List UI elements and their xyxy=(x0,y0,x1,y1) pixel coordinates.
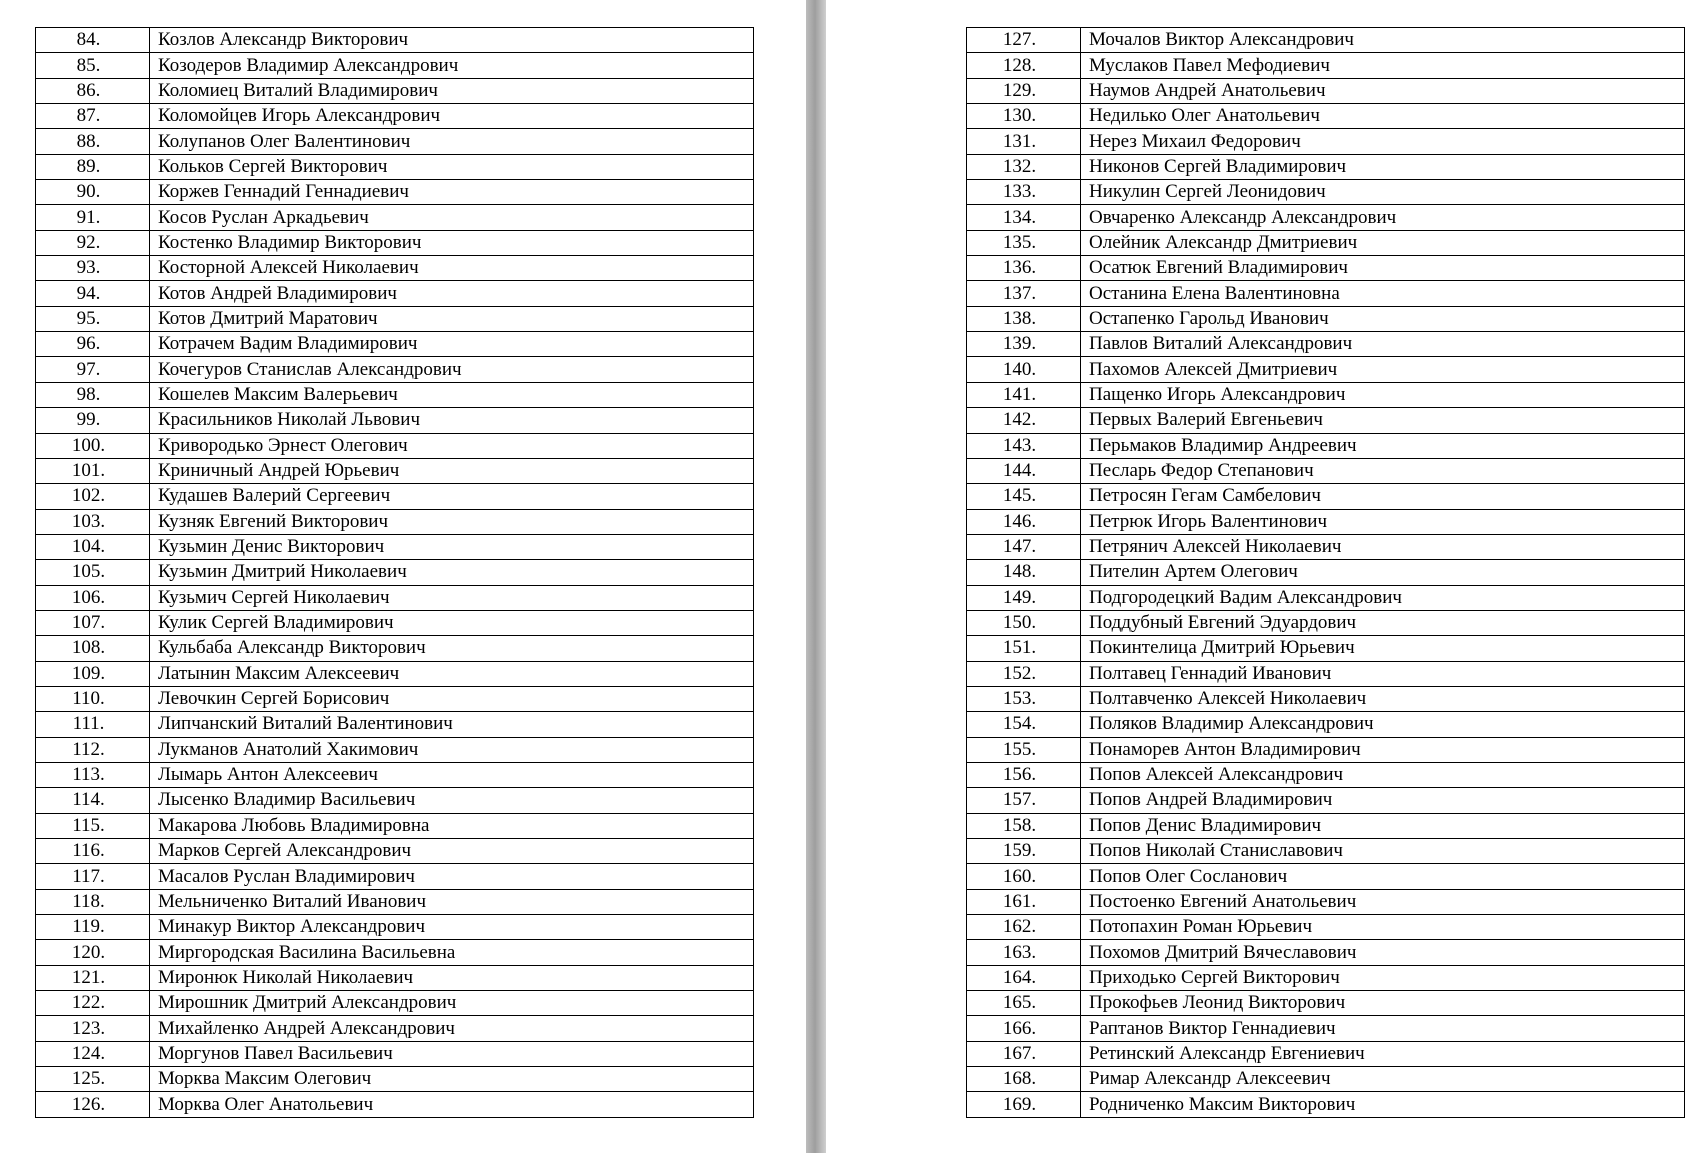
person-name: Кузьмич Сергей Николаевич xyxy=(150,585,754,610)
table-row xyxy=(967,940,1685,965)
row-number: 95. xyxy=(36,306,150,331)
row-number: 101. xyxy=(36,458,150,483)
table-row xyxy=(36,560,754,585)
person-name: Кудашев Валерий Сергеевич xyxy=(150,484,754,509)
table-row xyxy=(36,458,754,483)
table-row xyxy=(36,154,754,179)
name-list-table xyxy=(35,27,754,1118)
row-number: 160. xyxy=(967,864,1081,889)
person-name: Колупанов Олег Валентинович xyxy=(150,129,754,154)
person-name: Мочалов Виктор Александрович xyxy=(1081,28,1685,53)
person-name: Попов Олег Сосланович xyxy=(1081,864,1685,889)
table-row xyxy=(967,839,1685,864)
table-row xyxy=(967,256,1685,281)
row-number: 91. xyxy=(36,205,150,230)
row-number: 121. xyxy=(36,965,150,990)
person-name: Мельниченко Виталий Иванович xyxy=(150,889,754,914)
person-name: Осатюк Евгений Владимирович xyxy=(1081,256,1685,281)
person-name: Первых Валерий Евгеньевич xyxy=(1081,408,1685,433)
table-row xyxy=(36,1092,754,1117)
row-number: 144. xyxy=(967,458,1081,483)
name-list-body xyxy=(36,28,754,1118)
name-list-table xyxy=(966,27,1685,1118)
table-row xyxy=(36,78,754,103)
person-name: Песларь Федор Степанович xyxy=(1081,458,1685,483)
person-name: Морква Олег Анатольевич xyxy=(150,1092,754,1117)
person-name: Костенко Владимир Викторович xyxy=(150,230,754,255)
row-number: 131. xyxy=(967,129,1081,154)
row-number: 148. xyxy=(967,560,1081,585)
person-name: Раптанов Виктор Геннадиевич xyxy=(1081,1016,1685,1041)
person-name: Приходько Сергей Викторович xyxy=(1081,965,1685,990)
row-number: 159. xyxy=(967,839,1081,864)
table-row xyxy=(967,509,1685,534)
row-number: 102. xyxy=(36,484,150,509)
row-number: 115. xyxy=(36,813,150,838)
table-row xyxy=(36,408,754,433)
person-name: Левочкин Сергей Борисович xyxy=(150,686,754,711)
table-row xyxy=(36,965,754,990)
table-row xyxy=(36,889,754,914)
table-row xyxy=(36,991,754,1016)
row-number: 114. xyxy=(36,788,150,813)
person-name: Родниченко Максим Викторович xyxy=(1081,1092,1685,1117)
row-number: 109. xyxy=(36,661,150,686)
row-number: 92. xyxy=(36,230,150,255)
person-name: Морква Максим Олегович xyxy=(150,1067,754,1092)
row-number: 141. xyxy=(967,382,1081,407)
row-number: 130. xyxy=(967,104,1081,129)
person-name: Понаморев Антон Владимирович xyxy=(1081,737,1685,762)
table-row xyxy=(36,382,754,407)
person-name: Олейник Александр Дмитриевич xyxy=(1081,230,1685,255)
person-name: Римар Александр Алексеевич xyxy=(1081,1067,1685,1092)
table-row xyxy=(967,205,1685,230)
person-name: Прокофьев Леонид Викторович xyxy=(1081,991,1685,1016)
person-name: Минакур Виктор Александрович xyxy=(150,915,754,940)
table-row xyxy=(36,788,754,813)
person-name: Коржев Геннадий Геннадиевич xyxy=(150,180,754,205)
person-name: Козлов Александр Викторович xyxy=(150,28,754,53)
table-row xyxy=(967,813,1685,838)
table-row xyxy=(967,661,1685,686)
person-name: Кузьмин Дмитрий Николаевич xyxy=(150,560,754,585)
table-row xyxy=(36,129,754,154)
person-name: Полтавец Геннадий Иванович xyxy=(1081,661,1685,686)
person-name: Кочегуров Станислав Александрович xyxy=(150,357,754,382)
row-number: 162. xyxy=(967,915,1081,940)
table-row xyxy=(36,686,754,711)
person-name: Косторной Алексей Николаевич xyxy=(150,256,754,281)
table-row xyxy=(967,230,1685,255)
table-row xyxy=(36,534,754,559)
table-row xyxy=(967,610,1685,635)
table-row xyxy=(967,306,1685,331)
row-number: 154. xyxy=(967,712,1081,737)
table-row xyxy=(967,154,1685,179)
row-number: 135. xyxy=(967,230,1081,255)
row-number: 126. xyxy=(36,1092,150,1117)
table-row xyxy=(967,28,1685,53)
name-list-body xyxy=(967,28,1685,1118)
table-row xyxy=(967,585,1685,610)
row-number: 120. xyxy=(36,940,150,965)
table-row xyxy=(36,915,754,940)
table-row xyxy=(36,661,754,686)
row-number: 153. xyxy=(967,686,1081,711)
person-name: Пащенко Игорь Александрович xyxy=(1081,382,1685,407)
row-number: 161. xyxy=(967,889,1081,914)
row-number: 128. xyxy=(967,53,1081,78)
table-row xyxy=(967,458,1685,483)
row-number: 113. xyxy=(36,762,150,787)
table-row xyxy=(36,737,754,762)
person-name: Подгородецкий Вадим Александрович xyxy=(1081,585,1685,610)
person-name: Ретинский Александр Евгениевич xyxy=(1081,1041,1685,1066)
table-row xyxy=(36,104,754,129)
person-name: Липчанский Виталий Валентинович xyxy=(150,712,754,737)
table-row xyxy=(967,762,1685,787)
person-name: Недилько Олег Анатольевич xyxy=(1081,104,1685,129)
row-number: 106. xyxy=(36,585,150,610)
table-row xyxy=(967,737,1685,762)
person-name: Моргунов Павел Васильевич xyxy=(150,1041,754,1066)
row-number: 127. xyxy=(967,28,1081,53)
table-row xyxy=(967,991,1685,1016)
person-name: Попов Денис Владимирович xyxy=(1081,813,1685,838)
row-number: 122. xyxy=(36,991,150,1016)
person-name: Пителин Артем Олегович xyxy=(1081,560,1685,585)
row-number: 93. xyxy=(36,256,150,281)
person-name: Кулик Сергей Владимирович xyxy=(150,610,754,635)
table-row xyxy=(36,585,754,610)
person-name: Латынин Максим Алексеевич xyxy=(150,661,754,686)
table-row xyxy=(36,1041,754,1066)
person-name: Никулин Сергей Леонидович xyxy=(1081,180,1685,205)
person-name: Коломиец Виталий Владимирович xyxy=(150,78,754,103)
row-number: 140. xyxy=(967,357,1081,382)
person-name: Павлов Виталий Александрович xyxy=(1081,332,1685,357)
table-row xyxy=(967,686,1685,711)
table-row xyxy=(967,408,1685,433)
row-number: 124. xyxy=(36,1041,150,1066)
table-row xyxy=(967,484,1685,509)
row-number: 158. xyxy=(967,813,1081,838)
table-row xyxy=(36,205,754,230)
row-number: 136. xyxy=(967,256,1081,281)
table-row xyxy=(36,839,754,864)
table-row xyxy=(967,53,1685,78)
table-row xyxy=(967,357,1685,382)
row-number: 90. xyxy=(36,180,150,205)
person-name: Лысенко Владимир Васильевич xyxy=(150,788,754,813)
table-row xyxy=(967,915,1685,940)
table-row xyxy=(36,306,754,331)
person-name: Лукманов Анатолий Хакимович xyxy=(150,737,754,762)
person-name: Мирошник Дмитрий Александрович xyxy=(150,991,754,1016)
person-name: Миронюк Николай Николаевич xyxy=(150,965,754,990)
row-number: 145. xyxy=(967,484,1081,509)
person-name: Кульбаба Александр Викторович xyxy=(150,636,754,661)
row-number: 164. xyxy=(967,965,1081,990)
document-page-right xyxy=(826,0,1707,1153)
person-name: Полтавченко Алексей Николаевич xyxy=(1081,686,1685,711)
person-name: Кузняк Евгений Викторович xyxy=(150,509,754,534)
person-name: Коломойцев Игорь Александрович xyxy=(150,104,754,129)
table-row xyxy=(967,332,1685,357)
person-name: Красильников Николай Львович xyxy=(150,408,754,433)
person-name: Попов Николай Станиславович xyxy=(1081,839,1685,864)
table-row xyxy=(967,382,1685,407)
row-number: 86. xyxy=(36,78,150,103)
row-number: 97. xyxy=(36,357,150,382)
table-row xyxy=(36,433,754,458)
person-name: Кольков Сергей Викторович xyxy=(150,154,754,179)
table-row xyxy=(36,332,754,357)
row-number: 146. xyxy=(967,509,1081,534)
person-name: Миргородская Василина Васильевна xyxy=(150,940,754,965)
table-row xyxy=(36,281,754,306)
table-row xyxy=(36,712,754,737)
person-name: Нерез Михаил Федорович xyxy=(1081,129,1685,154)
row-number: 84. xyxy=(36,28,150,53)
person-name: Косов Руслан Аркадьевич xyxy=(150,205,754,230)
table-row xyxy=(36,762,754,787)
table-row xyxy=(967,1041,1685,1066)
row-number: 155. xyxy=(967,737,1081,762)
row-number: 100. xyxy=(36,433,150,458)
person-name: Останина Елена Валентиновна xyxy=(1081,281,1685,306)
table-row xyxy=(967,889,1685,914)
person-name: Остапенко Гарольд Иванович xyxy=(1081,306,1685,331)
person-name: Котов Андрей Владимирович xyxy=(150,281,754,306)
row-number: 117. xyxy=(36,864,150,889)
person-name: Похомов Дмитрий Вячеславович xyxy=(1081,940,1685,965)
row-number: 165. xyxy=(967,991,1081,1016)
table-row xyxy=(36,180,754,205)
person-name: Масалов Руслан Владимирович xyxy=(150,864,754,889)
person-name: Наумов Андрей Анатольевич xyxy=(1081,78,1685,103)
table-row xyxy=(36,357,754,382)
row-number: 94. xyxy=(36,281,150,306)
table-row xyxy=(967,534,1685,559)
row-number: 132. xyxy=(967,154,1081,179)
row-number: 118. xyxy=(36,889,150,914)
row-number: 99. xyxy=(36,408,150,433)
person-name: Покинтелица Дмитрий Юрьевич xyxy=(1081,636,1685,661)
row-number: 125. xyxy=(36,1067,150,1092)
row-number: 163. xyxy=(967,940,1081,965)
document-page-left xyxy=(0,0,806,1153)
person-name: Муслаков Павел Мефодиевич xyxy=(1081,53,1685,78)
row-number: 88. xyxy=(36,129,150,154)
row-number: 149. xyxy=(967,585,1081,610)
person-name: Поляков Владимир Александрович xyxy=(1081,712,1685,737)
row-number: 123. xyxy=(36,1016,150,1041)
table-row xyxy=(967,864,1685,889)
row-number: 142. xyxy=(967,408,1081,433)
person-name: Попов Андрей Владимирович xyxy=(1081,788,1685,813)
row-number: 133. xyxy=(967,180,1081,205)
table-row xyxy=(967,1092,1685,1117)
row-number: 156. xyxy=(967,762,1081,787)
row-number: 151. xyxy=(967,636,1081,661)
table-row xyxy=(36,1067,754,1092)
table-row xyxy=(36,230,754,255)
page-separator xyxy=(806,0,826,1153)
table-row xyxy=(967,712,1685,737)
row-number: 108. xyxy=(36,636,150,661)
row-number: 119. xyxy=(36,915,150,940)
table-row xyxy=(967,788,1685,813)
row-number: 166. xyxy=(967,1016,1081,1041)
row-number: 112. xyxy=(36,737,150,762)
person-name: Пахомов Алексей Дмитриевич xyxy=(1081,357,1685,382)
table-row xyxy=(36,484,754,509)
person-name: Петросян Гегам Самбелович xyxy=(1081,484,1685,509)
table-row xyxy=(967,180,1685,205)
table-row xyxy=(36,636,754,661)
row-number: 147. xyxy=(967,534,1081,559)
row-number: 107. xyxy=(36,610,150,635)
person-name: Козодеров Владимир Александрович xyxy=(150,53,754,78)
row-number: 96. xyxy=(36,332,150,357)
table-row xyxy=(967,1016,1685,1041)
person-name: Криничный Андрей Юрьевич xyxy=(150,458,754,483)
row-number: 137. xyxy=(967,281,1081,306)
table-row xyxy=(36,1016,754,1041)
person-name: Перьмаков Владимир Андреевич xyxy=(1081,433,1685,458)
row-number: 105. xyxy=(36,560,150,585)
table-row xyxy=(967,636,1685,661)
table-row xyxy=(36,610,754,635)
person-name: Лымарь Антон Алексеевич xyxy=(150,762,754,787)
person-name: Петрюк Игорь Валентинович xyxy=(1081,509,1685,534)
row-number: 85. xyxy=(36,53,150,78)
table-row xyxy=(967,104,1685,129)
person-name: Никонов Сергей Владимирович xyxy=(1081,154,1685,179)
row-number: 169. xyxy=(967,1092,1081,1117)
table-row xyxy=(36,28,754,53)
row-number: 134. xyxy=(967,205,1081,230)
row-number: 138. xyxy=(967,306,1081,331)
person-name: Поддубный Евгений Эдуардович xyxy=(1081,610,1685,635)
row-number: 87. xyxy=(36,104,150,129)
row-number: 152. xyxy=(967,661,1081,686)
person-name: Петрянич Алексей Николаевич xyxy=(1081,534,1685,559)
person-name: Кузьмин Денис Викторович xyxy=(150,534,754,559)
row-number: 104. xyxy=(36,534,150,559)
table-row xyxy=(36,509,754,534)
person-name: Котрачем Вадим Владимирович xyxy=(150,332,754,357)
person-name: Потопахин Роман Юрьевич xyxy=(1081,915,1685,940)
table-row xyxy=(967,78,1685,103)
row-number: 150. xyxy=(967,610,1081,635)
row-number: 111. xyxy=(36,712,150,737)
row-number: 110. xyxy=(36,686,150,711)
row-number: 167. xyxy=(967,1041,1081,1066)
person-name: Постоенко Евгений Анатольевич xyxy=(1081,889,1685,914)
person-name: Михайленко Андрей Александрович xyxy=(150,1016,754,1041)
person-name: Кошелев Максим Валерьевич xyxy=(150,382,754,407)
person-name: Макарова Любовь Владимировна xyxy=(150,813,754,838)
table-row xyxy=(36,256,754,281)
person-name: Попов Алексей Александрович xyxy=(1081,762,1685,787)
row-number: 98. xyxy=(36,382,150,407)
row-number: 89. xyxy=(36,154,150,179)
table-row xyxy=(967,1067,1685,1092)
row-number: 168. xyxy=(967,1067,1081,1092)
row-number: 139. xyxy=(967,332,1081,357)
table-row xyxy=(967,433,1685,458)
person-name: Марков Сергей Александрович xyxy=(150,839,754,864)
table-row xyxy=(967,965,1685,990)
row-number: 116. xyxy=(36,839,150,864)
person-name: Кривородько Эрнест Олегович xyxy=(150,433,754,458)
table-row xyxy=(967,129,1685,154)
row-number: 129. xyxy=(967,78,1081,103)
person-name: Котов Дмитрий Маратович xyxy=(150,306,754,331)
table-row xyxy=(36,813,754,838)
row-number: 103. xyxy=(36,509,150,534)
table-row xyxy=(36,940,754,965)
table-row xyxy=(36,53,754,78)
row-number: 143. xyxy=(967,433,1081,458)
person-name: Овчаренко Александр Александрович xyxy=(1081,205,1685,230)
table-row xyxy=(36,864,754,889)
table-row xyxy=(967,560,1685,585)
table-row xyxy=(967,281,1685,306)
row-number: 157. xyxy=(967,788,1081,813)
